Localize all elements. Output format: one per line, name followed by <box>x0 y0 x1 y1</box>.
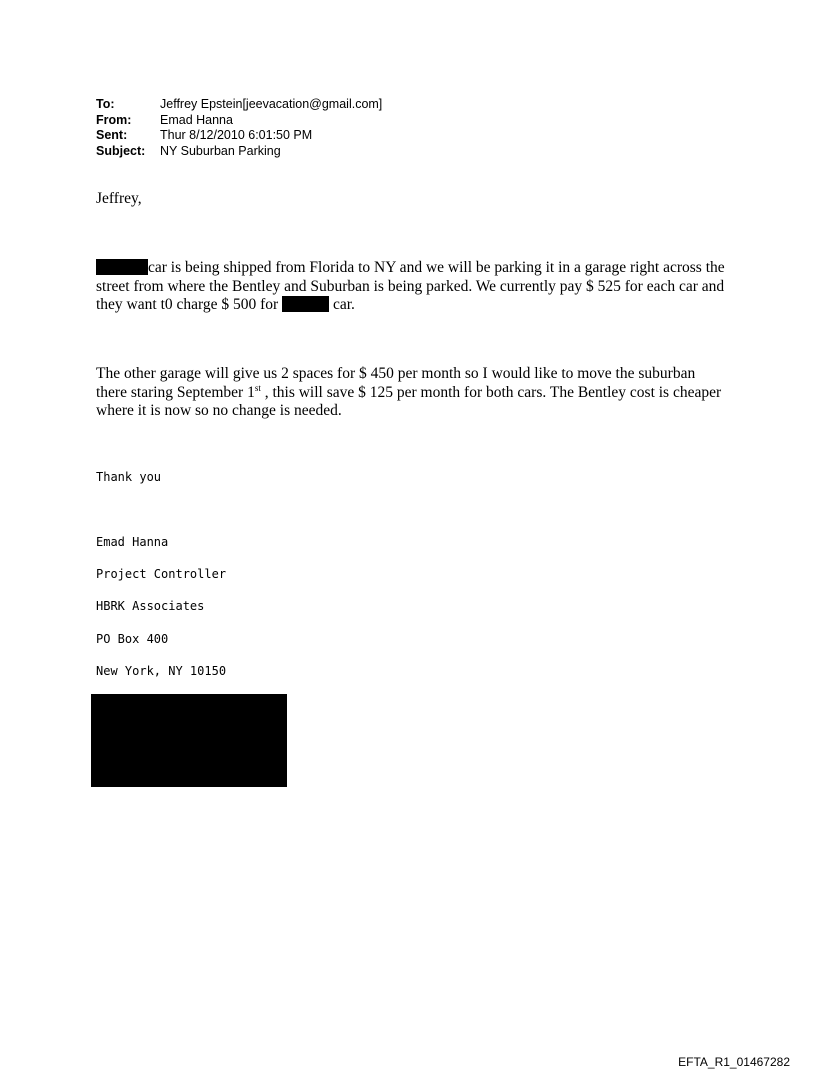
from-value: Emad Hanna <box>160 112 233 127</box>
redaction-box <box>96 259 148 275</box>
signature-address-2: New York, NY 10150 <box>96 664 227 678</box>
from-label: From: <box>96 112 132 127</box>
from-row <box>96 113 382 129</box>
greeting: Jeffrey, <box>96 190 142 207</box>
subject-row <box>96 144 382 160</box>
paragraph-2-end: , this will save $ 125 per month for both cars. The Bentley cost is cheaper where it is now so no change is needed. <box>96 383 722 419</box>
to-label: To: <box>96 97 115 111</box>
signature-company: HBRK Associates <box>96 599 205 613</box>
to-row <box>96 97 382 113</box>
signature-address-1: PO Box 400 <box>96 632 169 646</box>
subject-value: NY Suburban Parking <box>160 143 281 158</box>
email-header <box>96 97 382 159</box>
ordinal-superscript: st <box>254 382 261 393</box>
paragraph-2 <box>96 365 726 421</box>
paragraph-2-text: The other garage will give us 2 spaces for $ 450 per month so I would like to move the suburban there staring September 1 <box>96 365 696 401</box>
signature-name: Emad Hanna <box>96 535 169 549</box>
paragraph-1-end: car. <box>332 296 355 313</box>
sent-value: Thur 8/12/2010 6:01:50 PM <box>160 128 313 142</box>
paragraph-1 <box>96 259 726 315</box>
sent-label: Sent: <box>96 128 128 142</box>
sent-row <box>96 128 382 144</box>
signature-title: Project Controller <box>96 567 227 581</box>
to-value: Jeffrey Epstein[jeevacation@gmail.com] <box>160 97 383 111</box>
thanks-line: Thank you <box>96 470 162 484</box>
paragraph-1-text: car is being shipped from Florida to NY and we will be parking it in a garage right across the street from where the Bentley and Suburban is being parked. We currently pay $ 525 for each car and they want t0 charge $ 500 for <box>96 259 725 313</box>
redaction-box <box>91 694 287 787</box>
subject-label: Subject: <box>96 143 146 158</box>
document-id: EFTA_R1_01467282 <box>678 1055 790 1069</box>
redaction-box <box>282 296 329 312</box>
